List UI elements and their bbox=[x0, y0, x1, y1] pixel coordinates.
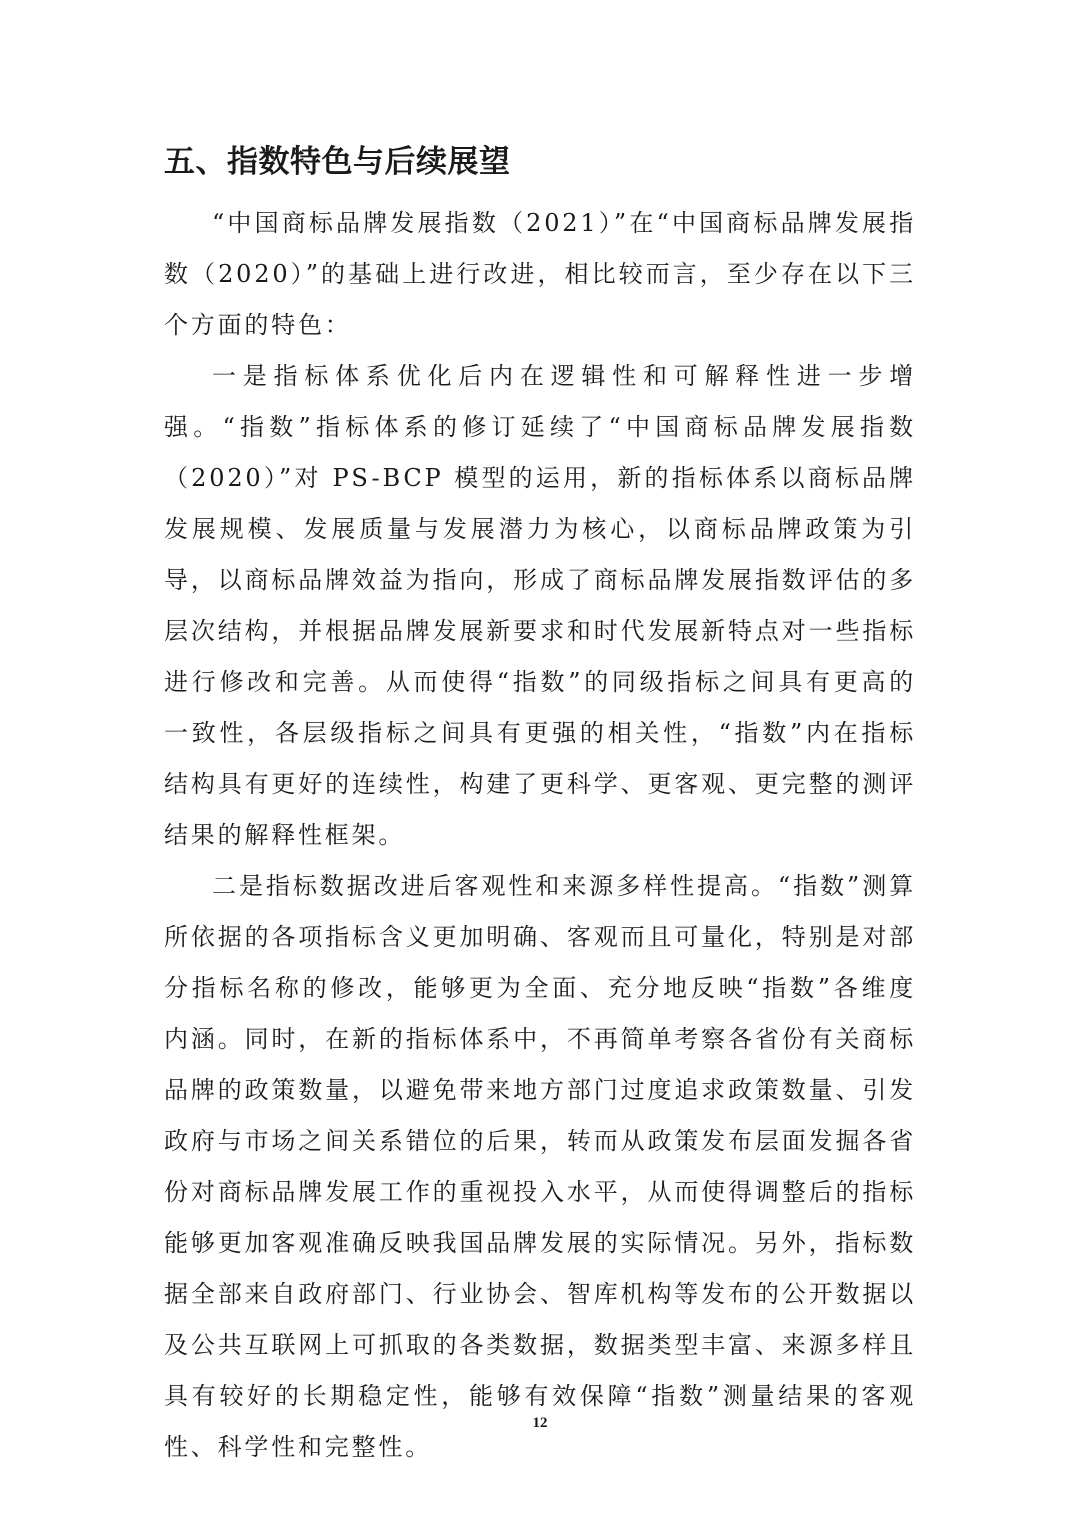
paragraph-intro: “中国商标品牌发展指数（2021）”在“中国商标品牌发展指数（2020）”的基础上进行改进，相比较而言，至少存在以下三个方面的特色： bbox=[164, 209, 916, 339]
body-text bbox=[164, 198, 916, 1473]
page-number: 12 bbox=[532, 1415, 548, 1431]
paragraph-feature-one: 一是指标体系优化后内在逻辑性和可解释性进一步增强。“指数”指标体系的修订延续了“中国商标品牌发展指数（2020）”对 PS-BCP 模型的运用，新的指标体系以商标品牌发展规模、发展质量与发展潜力为核心，以商标品牌政策为引导，以商标品牌效益为指向，形成了商标品牌发展指数评估的多层次结构，并根据品牌发展新要求和时代发展新特点对一些指标进行修改和完善。从而使得“指数”的同级指标之间具有更高的一致性，各层级指标之间具有更强的相关性，“指数”内在指标结构具有更好的连续性，构建了更科学、更客观、更完整的测评结果的解释性框架。 bbox=[164, 362, 916, 849]
section-heading: 五、指数特色与后续展望 bbox=[164, 144, 511, 180]
paragraph-feature-two: 二是指标数据改进后客观性和来源多样性提高。“指数”测算所依据的各项指标含义更加明确、客观而且可量化，特别是对部分指标名称的修改，能够更为全面、充分地反映“指数”各维度内涵。同时，在新的指标体系中，不再简单考察各省份有关商标品牌的政策数量，以避免带来地方部门过度追求政策数量、引发政府与市场之间关系错位的后果，转而从政策发布层面发掘各省份对商标品牌发展工作的重视投入水平，从而使得调整后的指标能够更加客观准确反映我国品牌发展的实际情况。另外，指标数据全部来自政府部门、行业协会、智库机构等发布的公开数据以及公共互联网上可抓取的各类数据，数据类型丰富、来源多样且具有较好的长期稳定性，能够有效保障“指数”测量结果的客观性、科学性和完整性。 bbox=[164, 872, 916, 1461]
